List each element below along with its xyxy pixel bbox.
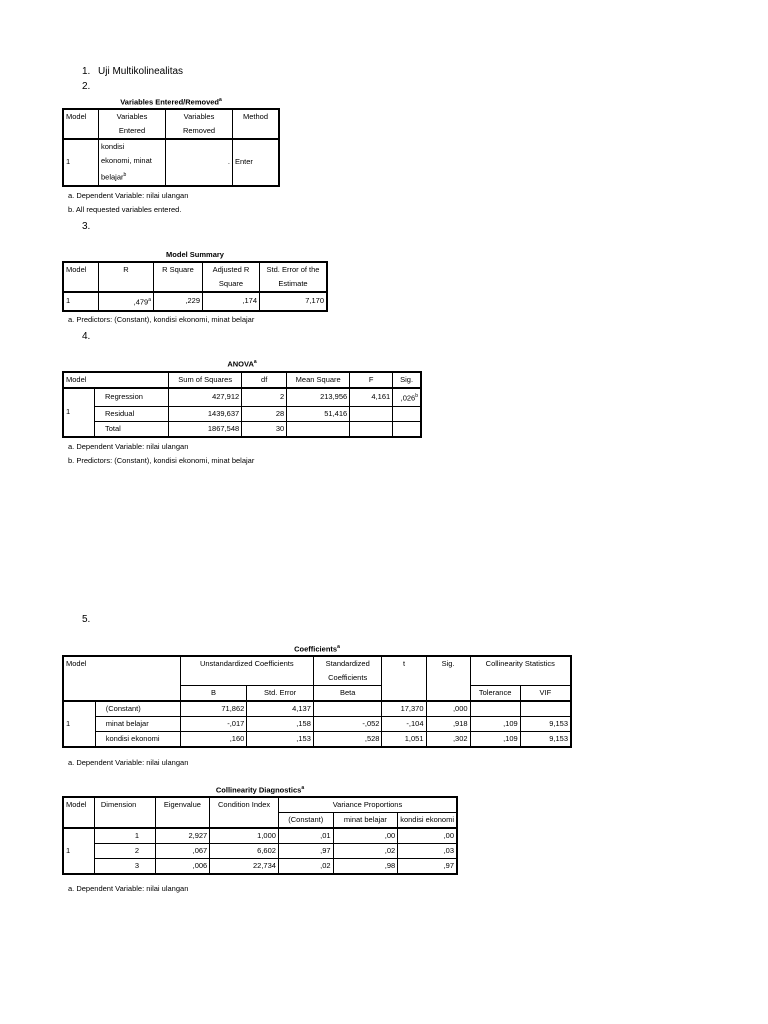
cell-std-error: 7,170	[260, 292, 328, 311]
cell-tolerance: ,109	[470, 717, 520, 732]
header-b: B	[180, 686, 247, 702]
header-eigenvalue: Eigenvalue	[155, 797, 210, 828]
table-title-model-summary: Model Summary	[166, 250, 224, 259]
header-standardized: Standardized Coefficients	[313, 656, 382, 686]
list-number-4: 4.	[82, 331, 91, 342]
anova-table	[62, 371, 422, 438]
cell-ms	[287, 421, 350, 437]
cell-condition-index: 6,602	[210, 844, 279, 859]
row-label: Regression	[95, 388, 169, 406]
cell-sig: ,000	[426, 701, 470, 717]
table-title-variables-entered: Variables Entered/Removed$^a$	[120, 97, 222, 107]
header-variables-entered: Variables Entered	[99, 109, 166, 139]
list-number-1: 1.	[82, 66, 91, 77]
header-unstandardized: Unstandardized Coefficients	[180, 656, 313, 686]
header-method: Method	[233, 109, 280, 139]
cell-beta: -,052	[313, 717, 382, 732]
collinearity-diagnostics-table	[62, 796, 458, 875]
footnote: b. All requested variables entered.	[68, 205, 182, 214]
cell-adjusted-r-square: ,174	[203, 292, 260, 311]
cell-constant: ,97	[278, 844, 333, 859]
cell-df: 28	[242, 406, 287, 421]
footnote: a. Predictors: (Constant), kondisi ekonomi, minat belajar	[68, 315, 255, 324]
cell-beta: ,528	[313, 732, 382, 748]
cell-ss: 1867,548	[169, 421, 242, 437]
cell-t: 17,370	[382, 701, 426, 717]
cell-minat-belajar: ,00	[333, 828, 398, 844]
cell-variables-removed: .	[166, 139, 233, 186]
header-kondisi-ekonomi: kondisi ekonomi	[398, 813, 457, 829]
header-variance-proportions: Variance Proportions	[278, 797, 457, 813]
list-number-5: 5.	[82, 614, 91, 625]
header-f: F	[350, 372, 393, 388]
header-variables-removed: Variables Removed	[166, 109, 233, 139]
cell-model: 1	[63, 388, 95, 437]
header-model: Model	[63, 656, 180, 701]
header-mean-square: Mean Square	[287, 372, 350, 388]
coefficients-table	[62, 655, 572, 748]
cell-sig	[393, 421, 421, 437]
cell-eigenvalue: ,067	[155, 844, 210, 859]
cell-kondisi-ekonomi: ,03	[398, 844, 457, 859]
cell-variables-entered: kondisi ekonomi, minat belajar$^b$	[99, 139, 166, 186]
header-r-square: R Square	[154, 262, 203, 292]
list-number-3: 3.	[82, 221, 91, 232]
header-std-error: Std. Error	[247, 686, 314, 702]
cell-std-error: ,153	[247, 732, 314, 748]
cell-condition-index: 22,734	[210, 859, 279, 875]
row-label: kondisi ekonomi	[95, 732, 180, 748]
cell-t: 1,051	[382, 732, 426, 748]
header-sig: Sig.	[393, 372, 421, 388]
cell-sig: ,026$^b$	[393, 388, 421, 406]
cell-std-error: ,158	[247, 717, 314, 732]
cell-dimension: 1	[94, 828, 155, 844]
header-model: Model	[63, 109, 99, 139]
header-model: Model	[63, 262, 99, 292]
cell-minat-belajar: ,02	[333, 844, 398, 859]
cell-t: -,104	[382, 717, 426, 732]
footnote: a. Dependent Variable: nilai ulangan	[68, 758, 189, 767]
cell-model: 1	[63, 828, 94, 874]
section-heading: Uji Multikolinealitas	[98, 66, 184, 77]
cell-condition-index: 1,000	[210, 828, 279, 844]
list-number-2: 2.	[82, 81, 91, 92]
row-label: Total	[95, 421, 169, 437]
cell-vif: 9,153	[520, 732, 571, 748]
header-df: df	[242, 372, 287, 388]
cell-b: -,017	[180, 717, 247, 732]
cell-f	[350, 406, 393, 421]
header-vif: VIF	[520, 686, 571, 702]
footnote: a. Dependent Variable: nilai ulangan	[68, 442, 189, 451]
header-dimension: Dimension	[94, 797, 155, 828]
cell-constant: ,01	[278, 828, 333, 844]
cell-df: 2	[242, 388, 287, 406]
cell-method: Enter	[233, 139, 280, 186]
model-summary-table	[62, 261, 328, 312]
header-sig: Sig.	[426, 656, 470, 701]
cell-tolerance	[470, 701, 520, 717]
cell-sig: ,918	[426, 717, 470, 732]
table-title-anova: ANOVA$^a$	[227, 359, 257, 369]
cell-f: 4,161	[350, 388, 393, 406]
header-t: t	[382, 656, 426, 701]
header-model: Model	[63, 797, 94, 828]
cell-df: 30	[242, 421, 287, 437]
table-title-coefficients: Coefficients$^a$	[294, 644, 340, 654]
cell-vif	[520, 701, 571, 717]
cell-sig: ,302	[426, 732, 470, 748]
cell-kondisi-ekonomi: ,00	[398, 828, 457, 844]
cell-model: 1	[63, 292, 99, 311]
footnote: a. Dependent Variable: nilai ulangan	[68, 884, 189, 893]
header-constant: (Constant)	[278, 813, 333, 829]
header-tolerance: Tolerance	[470, 686, 520, 702]
cell-f	[350, 421, 393, 437]
cell-constant: ,02	[278, 859, 333, 875]
cell-beta	[313, 701, 382, 717]
cell-vif: 9,153	[520, 717, 571, 732]
cell-tolerance: ,109	[470, 732, 520, 748]
header-adjusted-r-square: Adjusted R Square	[203, 262, 260, 292]
header-minat-belajar: minat belajar	[333, 813, 398, 829]
cell-b: 71,862	[180, 701, 247, 717]
header-condition-index: Condition Index	[210, 797, 279, 828]
cell-dimension: 2	[94, 844, 155, 859]
cell-minat-belajar: ,98	[333, 859, 398, 875]
variables-entered-table	[62, 108, 280, 187]
cell-kondisi-ekonomi: ,97	[398, 859, 457, 875]
footnote: b. Predictors: (Constant), kondisi ekonomi, minat belajar	[68, 456, 255, 465]
header-sum-of-squares: Sum of Squares	[169, 372, 242, 388]
cell-model: 1	[63, 139, 99, 186]
row-label: (Constant)	[95, 701, 180, 717]
cell-b: ,160	[180, 732, 247, 748]
cell-model: 1	[63, 701, 95, 747]
cell-sig	[393, 406, 421, 421]
cell-ss: 427,912	[169, 388, 242, 406]
cell-r: ,479$^a$	[99, 292, 154, 311]
cell-eigenvalue: ,006	[155, 859, 210, 875]
header-beta: Beta	[313, 686, 382, 702]
cell-ms: 51,416	[287, 406, 350, 421]
row-label: Residual	[95, 406, 169, 421]
cell-ss: 1439,637	[169, 406, 242, 421]
header-collinearity-statistics: Collinearity Statistics	[470, 656, 571, 686]
cell-r-square: ,229	[154, 292, 203, 311]
cell-ms: 213,956	[287, 388, 350, 406]
table-title-collinearity-diagnostics: Collinearity Diagnostics$^a$	[215, 785, 305, 795]
cell-eigenvalue: 2,927	[155, 828, 210, 844]
cell-std-error: 4,137	[247, 701, 314, 717]
footnote: a. Dependent Variable: nilai ulangan	[68, 191, 189, 200]
cell-dimension: 3	[94, 859, 155, 875]
header-r: R	[99, 262, 154, 292]
row-label: minat belajar	[95, 717, 180, 732]
header-std-error: Std. Error of the Estimate	[260, 262, 328, 292]
header-model: Model	[63, 372, 169, 388]
